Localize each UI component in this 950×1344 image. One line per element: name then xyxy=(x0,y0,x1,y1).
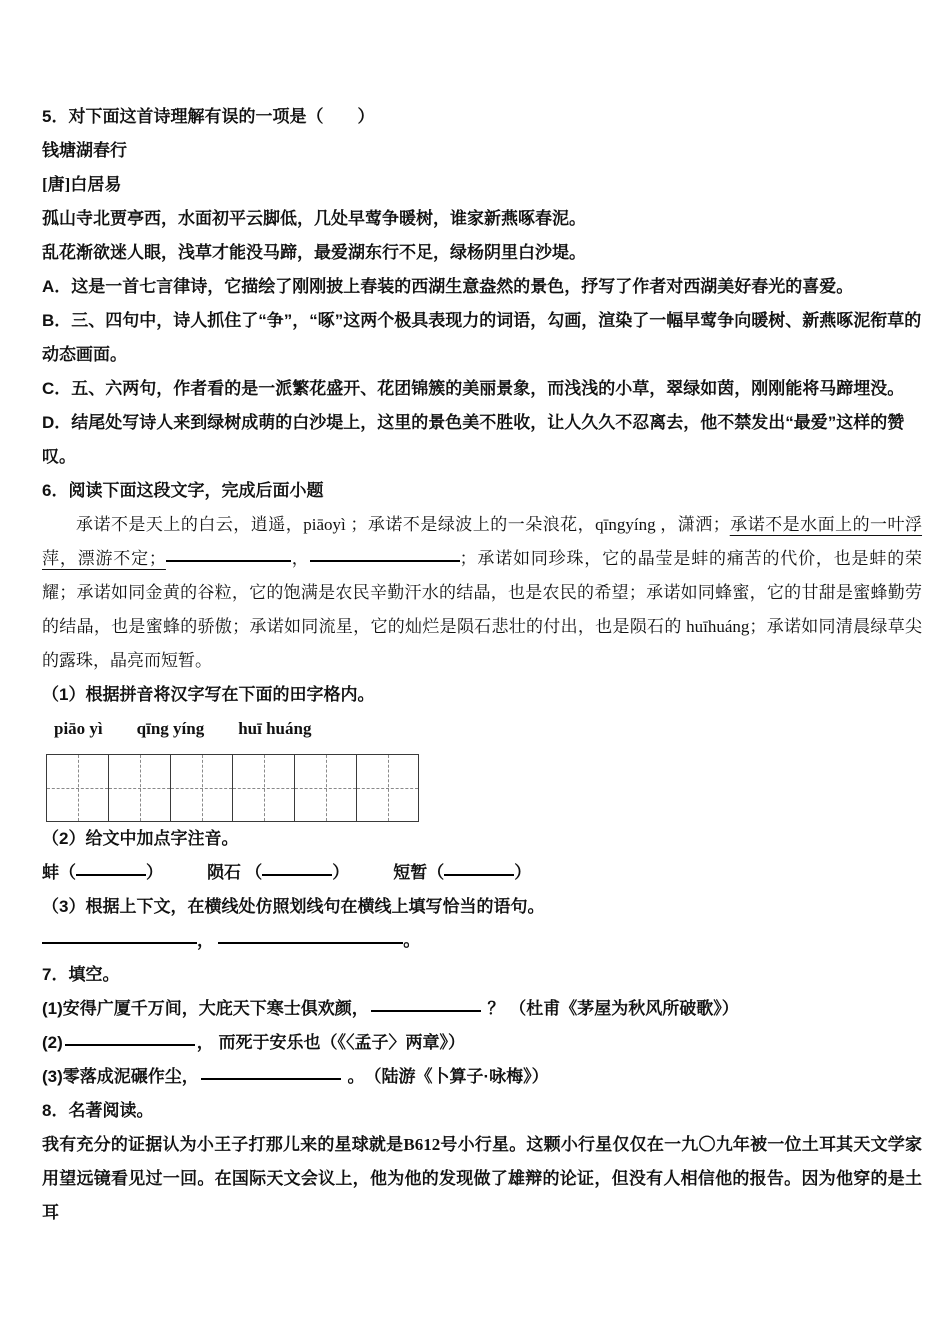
q7-item-source: ？ （杜甫《茅屋为秋风所破歌》） xyxy=(482,999,739,1018)
phonetic-item xyxy=(207,863,349,882)
q7-item-text: (3)零落成泥碾作尘， xyxy=(42,1067,199,1086)
tianzige-guide-vertical xyxy=(202,755,203,821)
tianzige-cell xyxy=(356,754,419,822)
q6-sub1-heading: （1）根据拼音将汉字写在下面的田字格内。 xyxy=(42,685,375,704)
phonetic-item-close: ） xyxy=(332,863,350,882)
tianzige-cell xyxy=(232,754,295,822)
tianzige-cell xyxy=(294,754,357,822)
q5-option-c: C．五、六两句，作者看的是一派繁花盛开、花团锦簇的美丽景象，而浅浅的小草，翠绿如茵，刚刚能将马蹄埋没。 xyxy=(42,379,905,398)
q6-sub3-answer-row xyxy=(42,924,922,958)
fill-blank-line xyxy=(42,940,197,944)
fill-blank-line xyxy=(65,1042,195,1046)
fill-blank-line xyxy=(262,872,332,876)
tianzige-guide-vertical xyxy=(326,755,327,821)
q7-item xyxy=(42,992,922,1026)
answer-row-comma: ， xyxy=(197,931,214,950)
fill-blank-line xyxy=(76,872,146,876)
pinyin-word: qīng yíng xyxy=(136,719,205,738)
q8-passage: 我有充分的证据认为小王子打那儿来的星球就是B612号小行星。这颗小行星仅仅在一九〇九年被一位土耳其天文学家用望远镜看见过一回。在国际天文会议上，他为他的发现做了雄辩的论证，但没有人相信他的报告。因为他穿的是土耳 xyxy=(42,1135,922,1222)
passage-underlined-segment: 承诺不是水面上的一叶浮萍，漂游不定； xyxy=(42,515,923,568)
tianzige-cell xyxy=(108,754,171,822)
q5-option-d: D．结尾处写诗人来到绿树成萌的白沙堤上，这里的景色美不胜收，让人久久不忍离去，他不禁发出“最爱”这样的赞叹。 xyxy=(42,413,905,466)
q6-phonetic-row xyxy=(42,856,922,890)
q7-item xyxy=(42,1060,922,1094)
pinyin-word: huī huáng xyxy=(238,719,312,738)
q6-sub2-heading: （2）给文中加点字注音。 xyxy=(42,829,239,848)
pinyin-hint-row xyxy=(42,712,922,746)
fill-blank-line xyxy=(444,872,514,876)
q6-heading: 6．阅读下面这段文字，完成后面小题 xyxy=(42,481,324,500)
pinyin-word: piāo yì xyxy=(54,719,103,738)
q5-option-b: B．三、四句中，诗人抓住了“争”，“啄”这两个极具表现力的词语，勾画，渲染了一幅早莺争向暖树、新燕啄泥衔草的动态画面。 xyxy=(42,311,922,364)
tianzige-guide-vertical xyxy=(78,755,79,821)
q7-item-text: (2) xyxy=(42,1033,63,1052)
q7-item-source: 。 （陆游《卜算子·咏梅》） xyxy=(342,1067,549,1086)
tianzige-guide-vertical xyxy=(388,755,389,821)
q5-poem-line: 孤山寺北贾亭西，水面初平云脚低，几处早莺争暖树，谁家新燕啄春泥。 xyxy=(42,209,586,228)
q7-item xyxy=(42,1026,922,1060)
phonetic-item xyxy=(393,863,531,882)
fill-blank-line xyxy=(218,940,403,944)
tianzige-cell xyxy=(46,754,109,822)
tianzige-cell xyxy=(170,754,233,822)
q5-option-a: A．这是一首七言律诗，它描绘了刚刚披上春装的西湖生意盎然的景色，抒写了作者对西湖美好春光的喜爱。 xyxy=(42,277,854,296)
fill-blank-line xyxy=(371,1008,481,1012)
passage-segment: 承诺不是天上的白云，逍遥，piāoyì ；承诺不是绿波上的一朵浪花，qīngyíng ，潇洒； xyxy=(76,515,730,534)
q7-item-source: ， 而死于安乐也（《〈孟子〉两章》） xyxy=(196,1033,466,1052)
q6-passage xyxy=(42,508,922,678)
tianzige-guide-vertical xyxy=(140,755,141,821)
passage-segment: 承诺如同珍珠，它的晶莹是蚌的痛苦的代价，也是蚌的荣耀；承诺如同金黄的谷粒，它的饱满是农民辛勤汗水的结晶，也是农民的希望；承诺如同蜂蜜，它的甘甜是蜜蜂勤劳的结晶，也是蜜蜂的骄傲；承诺如同流星，它的灿烂是陨石悲壮的付出，也是陨石的 huīhuáng；承诺如同清晨绿草尖的露珠，晶亮而短暂。 xyxy=(42,549,923,670)
q5-poem-author: [唐]白居易 xyxy=(42,175,122,194)
q8-heading: 8．名著阅读。 xyxy=(42,1101,154,1120)
q5-poem-title: 钱塘湖春行 xyxy=(42,141,127,160)
phonetic-item-close: ） xyxy=(146,863,163,882)
q6-sub3-heading: （3）根据上下文，在横线处仿照划线句在横线上填写恰当的语句。 xyxy=(42,897,545,916)
fill-blank-line xyxy=(166,558,291,562)
q7-heading: 7．填空。 xyxy=(42,965,120,984)
phonetic-item-word: 短暂（ xyxy=(393,863,445,882)
tianzige-grid xyxy=(46,754,922,822)
q5-heading: 5．对下面这首诗理解有误的一项是（ ） xyxy=(42,107,375,126)
tianzige-guide-vertical xyxy=(264,755,265,821)
fill-blank-line xyxy=(310,558,460,562)
phonetic-item-word: 蚌（ xyxy=(42,863,76,882)
passage-punctuation: ； xyxy=(459,549,477,568)
q7-item-text: (1)安得广厦千万间，大庇天下寒士俱欢颜， xyxy=(42,999,369,1018)
q5-poem-line: 乱花渐欲迷人眼，浅草才能没马蹄，最爱湖东行不足，绿杨阴里白沙堤。 xyxy=(42,243,586,262)
answer-row-period: 。 xyxy=(403,931,421,950)
passage-punctuation: ， xyxy=(290,549,310,568)
fill-blank-line xyxy=(201,1076,341,1080)
phonetic-item xyxy=(42,863,163,882)
phonetic-item-close: ） xyxy=(514,863,532,882)
phonetic-item-word: 陨石 （ xyxy=(207,863,263,882)
